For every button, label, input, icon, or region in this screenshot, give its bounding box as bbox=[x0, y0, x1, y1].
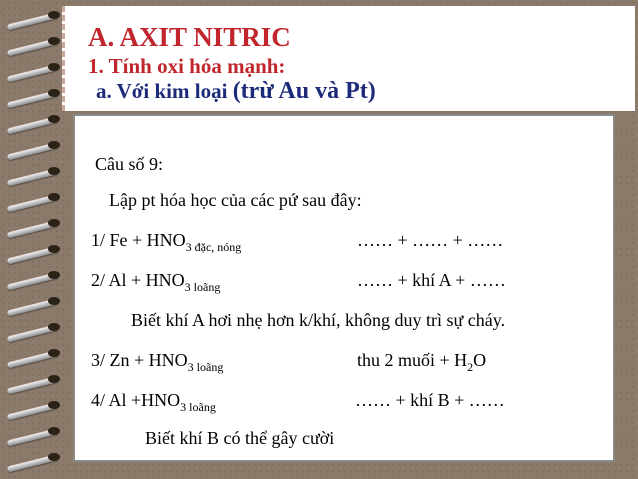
ring-icon bbox=[4, 400, 66, 410]
binder-rings bbox=[0, 0, 70, 479]
ring-icon bbox=[4, 62, 66, 72]
question-card bbox=[73, 114, 615, 462]
note-gas-b: Biết khí B có thể gây cười bbox=[145, 428, 335, 448]
reaction-1-lhs: 1/ $Fe + HNO_{3 đặc, nóng}$ bbox=[91, 230, 242, 254]
ring-icon bbox=[4, 244, 66, 254]
question-number: Câu số 9: bbox=[95, 154, 164, 174]
ring-icon bbox=[4, 88, 66, 98]
reaction-4-lhs: 4/ $Al +HNO_{3 loãng}$ bbox=[91, 390, 216, 414]
ring-icon bbox=[4, 192, 66, 202]
reaction-2-rhs: …… + khí A + …… bbox=[357, 270, 506, 290]
title-block bbox=[70, 20, 610, 108]
ring-icon bbox=[4, 374, 66, 384]
ring-icon bbox=[4, 218, 66, 228]
ring-icon bbox=[4, 140, 66, 150]
ring-icon bbox=[4, 270, 66, 280]
ring-icon bbox=[4, 426, 66, 436]
reaction-1-rhs: …… + …… + …… bbox=[357, 230, 504, 250]
note-gas-a: Biết khí A hơi nhẹ hơn k/khí, không duy trì sự cháy. bbox=[131, 310, 506, 330]
reaction-3-lhs: 3/ $Zn + HNO_{3 loãng}$ bbox=[91, 350, 224, 374]
reaction-2-lhs: 2/ $Al + HNO_{3 loãng}$ bbox=[91, 270, 221, 294]
ring-icon bbox=[4, 322, 66, 332]
ring-icon bbox=[4, 10, 66, 20]
subsection-title: 1. Tính oxi hóa mạnh: bbox=[88, 54, 286, 78]
reaction-4-rhs: …… + khí B + …… bbox=[355, 390, 505, 410]
ring-icon bbox=[4, 452, 66, 462]
item-exception: (trừ Au và Pt) bbox=[232, 78, 376, 104]
ring-icon bbox=[4, 114, 66, 124]
ring-icon bbox=[4, 296, 66, 306]
reaction-3-rhs: thu 2 muối + $H_2O$ bbox=[357, 350, 487, 374]
ring-icon bbox=[4, 166, 66, 176]
section-title: A. AXIT NITRIC bbox=[88, 22, 291, 52]
ring-icon bbox=[4, 36, 66, 46]
ring-icon bbox=[4, 348, 66, 358]
item-label: a. Với kim loại bbox=[96, 79, 228, 103]
item-title bbox=[96, 78, 376, 105]
instruction-text: Lập pt hóa học của các pứ sau đây: bbox=[109, 190, 362, 210]
